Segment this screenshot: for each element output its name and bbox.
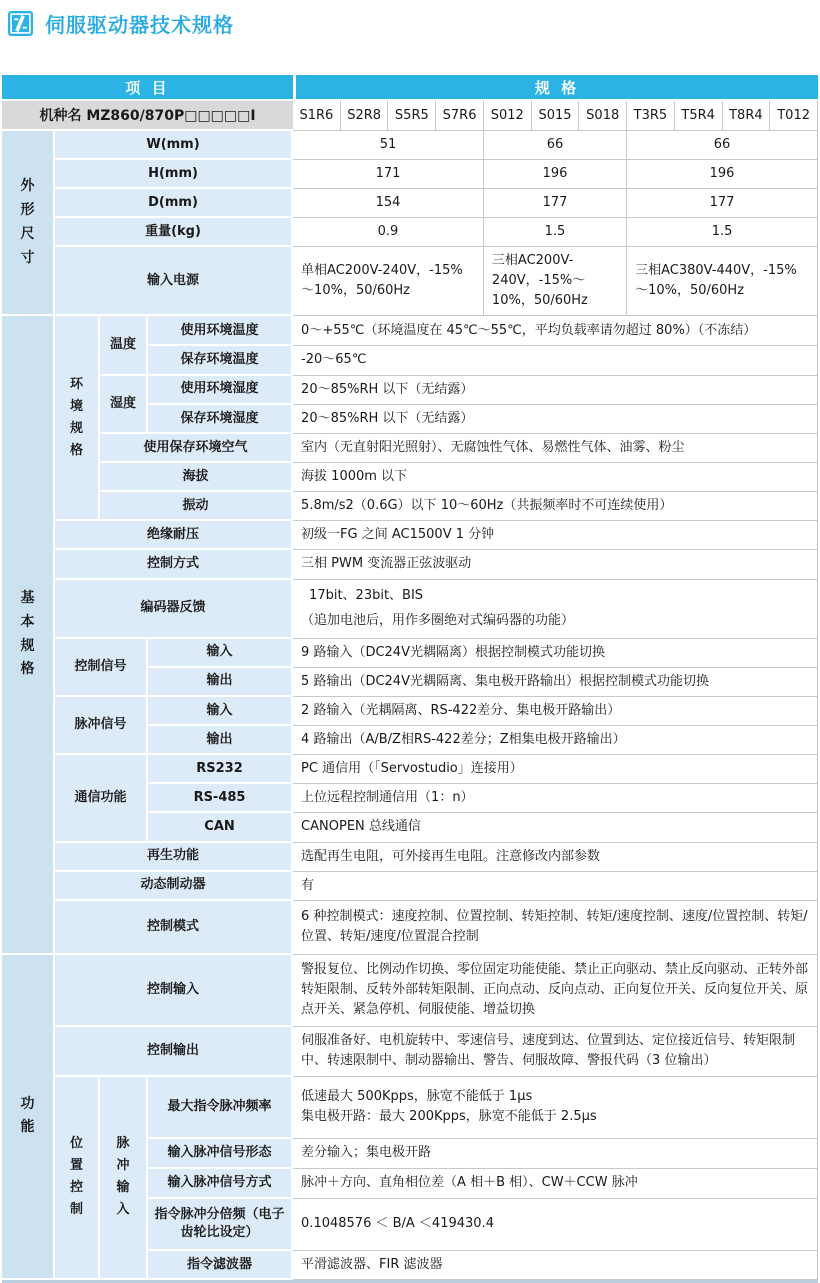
model-name-cell: S015	[532, 101, 580, 131]
model-name-cell: T3R5	[627, 101, 675, 131]
control-input-value: 警报复位、比例动作切换、零位固定功能使能、禁止正向驱动、禁止反向驱动、正转外部转矩限制、反转外部转矩限制、正向点动、反向点动、正向复位开关、反向复位开关、原点开关、紧急停机、伺服使能、增益切换	[293, 955, 818, 1027]
pulse-input-group-label: 脉冲输入	[100, 1077, 148, 1280]
power-value: 三相AC380V-440V，-15%～10%，50/60Hz	[627, 247, 818, 316]
gear-ratio-label: 指令脉冲分倍频（电子齿轮比设定）	[148, 1199, 293, 1251]
air-value: 室内（无直射阳光照射）、无腐蚀性气体、易燃性气体、油雾、粉尘	[293, 434, 818, 463]
model-name-cell: S018	[579, 101, 627, 131]
dim-weight-value: 1.5	[484, 218, 627, 247]
pulse-mode-value: 脉冲＋方向、直角相位差（A 相＋B 相）、CW＋CCW 脉冲	[293, 1169, 818, 1199]
spec-table	[2, 75, 818, 1283]
vibration-label: 振动	[100, 492, 293, 521]
dim-weight-value: 1.5	[627, 218, 818, 247]
encoder-label: 编码器反馈	[55, 580, 293, 639]
rs232-value: PC 通信用（「Servostudio」连接用）	[293, 755, 818, 784]
dim-w-value: 51	[293, 131, 484, 160]
temp-store-label: 保存环境温度	[148, 346, 293, 375]
dim-weight-label: 重量(kg)	[55, 218, 293, 247]
humidity-group-label: 湿度	[100, 376, 148, 434]
pulse-mode-label: 输入脉冲信号方式	[148, 1169, 293, 1199]
control-mode-value: 6 种控制模式：速度控制、位置控制、转矩控制、转矩/速度控制、速度/位置控制、转矩/位置、转矩/速度/位置混合控制	[293, 901, 818, 955]
pulse-signal-group-label: 脉冲信号	[55, 697, 148, 755]
gear-ratio-value: 0.1048576 ＜ B/A ＜419430.4	[293, 1199, 818, 1251]
control-method-value: 三相 PWM 变流器正弦波驱动	[293, 550, 818, 579]
section-basic-spec: 基本规格	[2, 316, 55, 954]
control-signal-input-value: 9 路输入（DC24V光耦隔离）根据控制模式功能切换	[293, 639, 818, 668]
position-control-group-label: 位置控制	[55, 1077, 100, 1280]
dim-h-label: H(mm)	[55, 160, 293, 189]
control-mode-label: 控制模式	[55, 901, 293, 955]
dim-h-value: 196	[484, 160, 627, 189]
power-value: 单相AC200V-240V，-15%～10%，50/60Hz	[293, 247, 484, 316]
model-name-cell: T012	[770, 101, 818, 131]
pulse-signal-output-label: 输出	[148, 726, 293, 755]
temp-store-value: -20～65℃	[293, 346, 818, 375]
humidity-use-label: 使用环境湿度	[148, 376, 293, 405]
control-signal-output-value: 5 路输出（DC24V光耦隔离、集电极开路输出）根据控制模式功能切换	[293, 668, 818, 697]
humidity-use-value: 20～85%RH 以下（无结露）	[293, 376, 818, 405]
control-output-label: 控制输出	[55, 1027, 293, 1077]
dim-w-label: W(mm)	[55, 131, 293, 160]
dim-h-value: 196	[627, 160, 818, 189]
insulation-label: 绝缘耐压	[55, 521, 293, 550]
dim-w-value: 66	[484, 131, 627, 160]
air-label: 使用保存环境空气	[100, 434, 293, 463]
control-signal-group-label: 控制信号	[55, 639, 148, 697]
model-name-cell: T8R4	[723, 101, 771, 131]
humidity-store-label: 保存环境湿度	[148, 405, 293, 434]
control-signal-output-label: 输出	[148, 668, 293, 697]
comm-group-label: 通信功能	[55, 755, 148, 842]
temp-use-value: 0～+55℃（环境温度在 45℃～55℃，平均负载率请勿超过 80%）（不冻结）	[293, 316, 818, 346]
temp-use-label: 使用环境温度	[148, 316, 293, 346]
control-signal-input-label: 输入	[148, 639, 293, 668]
rs485-value: 上位远程控制通信用（1：n）	[293, 784, 818, 813]
max-pulse-freq-value	[293, 1077, 818, 1139]
can-value: CANOPEN 总线通信	[293, 813, 818, 842]
power-value: 三相AC200V-240V，-15%～10%，50/60Hz	[484, 247, 627, 316]
altitude-label: 海拔	[100, 463, 293, 492]
model-name-label: 机种名 MZ860/870P□□□□□I	[2, 101, 293, 131]
regen-value: 选配再生电阻，可外接再生电阻。注意修改内部参数	[293, 843, 818, 872]
max-pulse-freq-label: 最大指令脉冲频率	[148, 1077, 293, 1139]
title-bar	[0, 0, 820, 39]
dim-weight-value: 0.9	[293, 218, 484, 247]
dim-d-value: 177	[484, 189, 627, 218]
command-filter-label: 指令滤波器	[148, 1251, 293, 1280]
env-group-label: 环境规格	[55, 316, 100, 521]
insulation-value: 初级一FG 之间 AC1500V 1 分钟	[293, 521, 818, 550]
dim-h-value: 171	[293, 160, 484, 189]
command-filter-value: 平滑滤波器、FIR 滤波器	[293, 1251, 818, 1280]
column-header-item: 项 目	[2, 75, 293, 101]
rs485-label: RS-485	[148, 784, 293, 813]
model-name-cell: S7R6	[436, 101, 484, 131]
section-dimensions: 外形尺寸	[2, 131, 55, 316]
model-name-cell: S5R5	[388, 101, 436, 131]
encoder-value-line2: （追加电池后，用作多圈绝对式编码器的功能）	[301, 612, 575, 628]
control-method-label: 控制方式	[55, 550, 293, 579]
vibration-value: 5.8m/s2（0.6G）以下 10～60Hz（共振频率时不可连续使用）	[293, 492, 818, 521]
rs232-label: RS232	[148, 755, 293, 784]
model-name-cell: S2R8	[341, 101, 389, 131]
dynamic-brake-label: 动态制动器	[55, 872, 293, 901]
spec-badge-icon	[8, 11, 33, 36]
control-input-label: 控制输入	[55, 955, 293, 1027]
encoder-value-line1: 17bit、23bit、BIS	[309, 587, 424, 603]
max-pulse-freq-line1: 低速最大 500Kpps，脉宽不能低于 1μs	[301, 1089, 533, 1105]
dim-d-label: D(mm)	[55, 189, 293, 218]
pulse-signal-input-value: 2 路输入（光耦隔离、RS-422差分、集电极开路输出）	[293, 697, 818, 726]
page-title: 伺服驱动器技术规格	[45, 12, 234, 37]
model-name-cell: T5R4	[675, 101, 723, 131]
pulse-form-value: 差分输入；集电极开路	[293, 1139, 818, 1169]
control-output-value: 伺服准备好、电机旋转中、零速信号、速度到达、位置到达、定位接近信号、转矩限制中、转速限制中、制动器输出、警告、伺服故障、警报代码（3 位输出）	[293, 1027, 818, 1077]
column-header-spec: 规 格	[293, 75, 818, 101]
pulse-signal-output-value: 4 路输出（A/B/Z相RS-422差分；Z相集电极开路输出）	[293, 726, 818, 755]
regen-label: 再生功能	[55, 843, 293, 872]
humidity-store-value: 20～85%RH 以下（无结露）	[293, 405, 818, 434]
dim-d-value: 177	[627, 189, 818, 218]
dim-d-value: 154	[293, 189, 484, 218]
altitude-value: 海拔 1000m 以下	[293, 463, 818, 492]
dim-w-value: 66	[627, 131, 818, 160]
can-label: CAN	[148, 813, 293, 842]
pulse-signal-input-label: 输入	[148, 697, 293, 726]
pulse-form-label: 输入脉冲信号形态	[148, 1139, 293, 1169]
model-name-cell: S012	[484, 101, 532, 131]
power-label: 输入电源	[55, 247, 293, 316]
section-function: 功能	[2, 955, 55, 1280]
max-pulse-freq-line2: 集电极开路：最大 200Kpps，脉宽不能低于 2.5μs	[301, 1109, 597, 1125]
dynamic-brake-value: 有	[293, 872, 818, 901]
temp-group-label: 温度	[100, 316, 148, 375]
encoder-value	[293, 580, 818, 639]
model-name-cell: S1R6	[293, 101, 341, 131]
